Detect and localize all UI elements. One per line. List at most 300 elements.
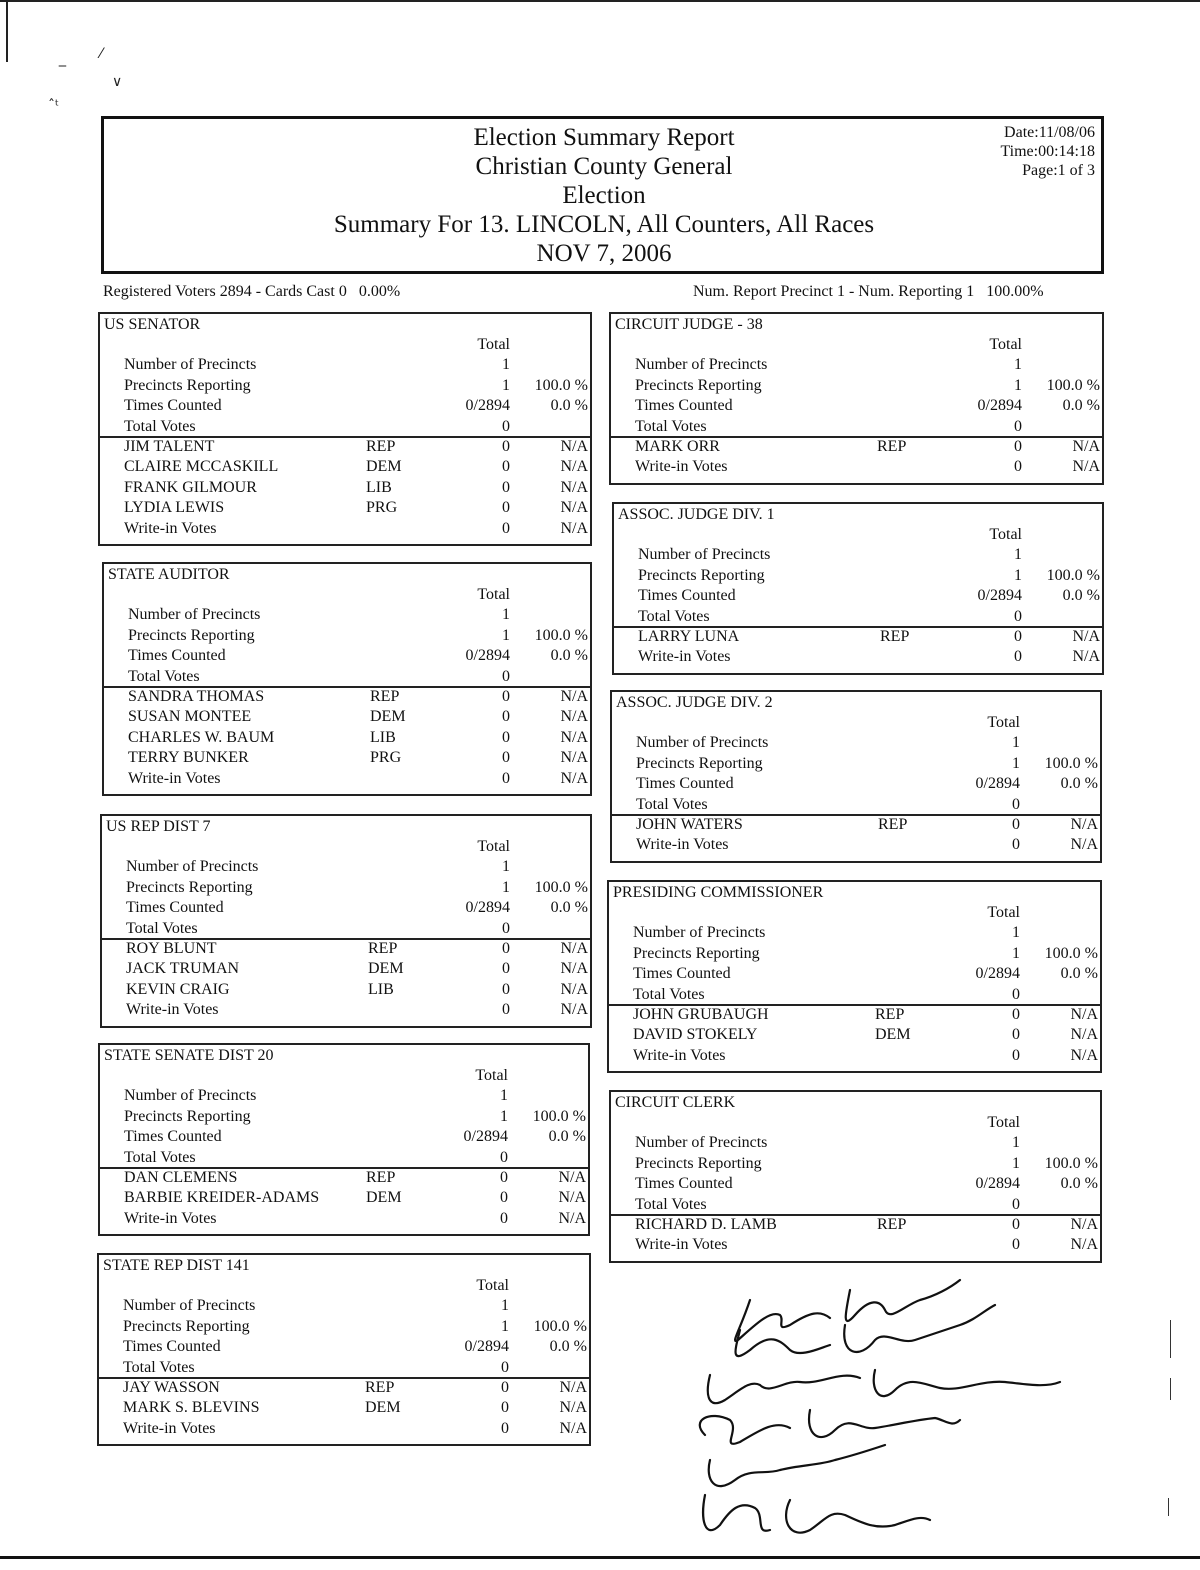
total-votes-value: 0 [1014, 607, 1022, 625]
candidate-percent: N/A [1072, 438, 1100, 455]
candidate-row [100, 437, 590, 457]
candidate-percent: N/A [560, 438, 588, 455]
precincts-count-label: Number of Precincts [633, 924, 766, 942]
candidate-row [100, 1168, 588, 1188]
race-title: ASSOC. JUDGE DIV. 1 [618, 506, 775, 523]
total-votes-value: 0 [502, 417, 510, 435]
race-title: CIRCUIT CLERK [615, 1094, 736, 1111]
total-votes-value: 0 [502, 919, 510, 937]
precincts-count-label: Number of Precincts [638, 546, 771, 564]
candidate-party: DEM [366, 458, 402, 476]
race-title: STATE REP DIST 141 [103, 1257, 250, 1274]
precincts-count-row [609, 923, 1100, 943]
report-stamp [1000, 123, 1095, 180]
times-counted-percent: 0.0 % [1060, 775, 1098, 793]
race-box [97, 1253, 591, 1446]
candidate-row [99, 1398, 589, 1418]
signatures [660, 1270, 1080, 1570]
candidate-votes: 0 [1014, 458, 1022, 476]
candidate-row [611, 457, 1102, 477]
candidate-row [99, 1378, 589, 1398]
precincts-reporting-percent: 100.0 % [1044, 944, 1098, 962]
precincts-reporting-value: 1 [1012, 944, 1020, 962]
candidate-party: REP [878, 816, 908, 833]
candidate-votes: 0 [1012, 836, 1020, 854]
precincts-count-value: 1 [502, 356, 510, 374]
candidate-votes: 0 [502, 519, 510, 537]
times-counted-value: 0/2894 [977, 397, 1022, 415]
candidate-percent: N/A [560, 980, 588, 998]
precincts-reporting-row [99, 1317, 589, 1337]
candidate-name: Write-in Votes [636, 836, 729, 854]
precincts-reporting-value: 1 [1014, 376, 1022, 394]
precincts-reporting-value: 1 [1012, 754, 1020, 772]
candidate-name: DAVID STOKELY [633, 1026, 758, 1044]
election-date: NOV 7, 2006 [536, 240, 672, 267]
total-header-row [609, 903, 1100, 923]
candidate-name: Write-in Votes [126, 1001, 219, 1019]
candidate-percent: N/A [560, 940, 588, 957]
candidate-party: REP [880, 628, 910, 645]
precincts-count-row [611, 355, 1102, 375]
times-counted-value: 0/2894 [977, 587, 1022, 605]
precincts-reporting-label: Precincts Reporting [123, 1317, 250, 1335]
race-box [609, 1090, 1102, 1263]
scan-bottom-edge [0, 1556, 1200, 1559]
precincts-count-value: 1 [1012, 1134, 1020, 1152]
candidate-votes: 0 [1012, 816, 1020, 833]
total-votes-label: Total Votes [124, 1148, 196, 1166]
precincts-reporting-value: 1 [502, 376, 510, 394]
times-counted-value: 0/2894 [975, 965, 1020, 983]
candidate-votes: 0 [1012, 1236, 1020, 1254]
candidate-row [104, 748, 590, 768]
precincts-reporting-row [102, 878, 590, 898]
candidate-name: CLAIRE MCCASKILL [124, 458, 279, 476]
precincts-count-label: Number of Precincts [636, 734, 769, 752]
candidate-percent: N/A [560, 708, 588, 726]
candidate-row [104, 769, 590, 789]
precincts-reporting-label: Precincts Reporting [128, 626, 255, 644]
candidate-percent: N/A [560, 728, 588, 746]
race-title: US REP DIST 7 [106, 818, 211, 835]
candidate-row [100, 1209, 588, 1229]
total-header-row [100, 1066, 588, 1086]
precincts-reporting-value: 1 [501, 1317, 509, 1335]
candidate-party: REP [877, 438, 907, 455]
times-counted-label: Times Counted [123, 1338, 221, 1356]
total-votes-row [104, 667, 590, 687]
candidate-votes: 0 [501, 1399, 509, 1417]
candidate-votes: 0 [501, 1379, 509, 1396]
candidate-percent: N/A [560, 749, 588, 767]
candidate-percent: N/A [559, 1379, 587, 1396]
candidate-votes: 0 [1014, 628, 1022, 645]
candidate-percent: N/A [560, 458, 588, 476]
candidate-votes: 0 [502, 688, 510, 705]
report-header [101, 116, 1104, 274]
candidate-row [611, 1215, 1100, 1235]
precincts-reporting-row [609, 944, 1100, 964]
candidate-votes: 0 [502, 499, 510, 517]
precincts-count-row [100, 355, 590, 375]
candidate-name: Write-in Votes [638, 648, 731, 666]
times-counted-label: Times Counted [638, 587, 736, 605]
report-title: Election Summary Report [473, 124, 735, 151]
candidate-party: LIB [368, 980, 394, 998]
times-counted-percent: 0.0 % [1060, 965, 1098, 983]
candidate-row [614, 627, 1102, 647]
candidate-party: REP [365, 1379, 395, 1396]
total-votes-value: 0 [1012, 795, 1020, 813]
total-votes-label: Total Votes [636, 795, 708, 813]
precincts-reporting-row [100, 1107, 588, 1127]
candidate-percent: N/A [1072, 458, 1100, 476]
candidate-name: CHARLES W. BAUM [128, 728, 275, 746]
candidate-votes: 0 [502, 1001, 510, 1019]
candidate-votes: 0 [502, 438, 510, 455]
times-counted-label: Times Counted [128, 647, 226, 665]
report-title-block [304, 123, 904, 268]
times-counted-row [100, 1127, 588, 1147]
candidate-row [612, 835, 1100, 855]
precincts-count-row [100, 1086, 588, 1106]
candidate-party: REP [875, 1006, 905, 1023]
candidate-percent: N/A [559, 1399, 587, 1417]
candidate-votes: 0 [500, 1209, 508, 1227]
margin-mark [1168, 1498, 1169, 1516]
total-votes-value: 0 [502, 667, 510, 685]
total-votes-row [614, 607, 1102, 627]
times-counted-label: Times Counted [635, 397, 733, 415]
precincts-count-label: Number of Precincts [123, 1297, 256, 1315]
times-counted-value: 0/2894 [465, 397, 510, 415]
total-column-header: Total [477, 838, 510, 855]
precincts-reporting-row [614, 566, 1102, 586]
candidate-votes: 0 [502, 708, 510, 726]
candidate-votes: 0 [502, 940, 510, 957]
candidate-name: Write-in Votes [128, 769, 221, 787]
precincts-reporting-row [104, 626, 590, 646]
candidate-percent: N/A [558, 1189, 586, 1207]
total-header-row [104, 585, 590, 605]
candidate-row [100, 498, 590, 518]
report-date: Date:11/08/06 [1004, 124, 1095, 141]
total-header-row [102, 837, 590, 857]
candidate-name: ROY BLUNT [126, 940, 217, 957]
precincts-reporting-value: 1 [500, 1107, 508, 1125]
candidate-percent: N/A [560, 499, 588, 517]
total-votes-label: Total Votes [123, 1358, 195, 1376]
times-counted-value: 0/2894 [975, 775, 1020, 793]
precincts-reporting-label: Precincts Reporting [638, 566, 765, 584]
total-votes-row [611, 417, 1102, 437]
precincts-reporting-value: 1 [502, 626, 510, 644]
precincts-reporting-percent: 100.0 % [532, 1107, 586, 1125]
candidate-party: DEM [366, 1189, 402, 1207]
candidate-party: REP [370, 688, 400, 705]
precincts-count-value: 1 [502, 858, 510, 876]
race-title: STATE AUDITOR [108, 566, 230, 583]
total-votes-value: 0 [501, 1358, 509, 1376]
total-header-row [99, 1276, 589, 1296]
race-title: PRESIDING COMMISSIONER [613, 884, 824, 901]
candidate-name: Write-in Votes [123, 1419, 216, 1437]
total-votes-label: Total Votes [128, 667, 200, 685]
precincts-count-value: 1 [1012, 924, 1020, 942]
precincts-count-value: 1 [500, 1087, 508, 1105]
precincts-reporting-label: Precincts Reporting [124, 1107, 251, 1125]
precincts-count-value: 1 [501, 1297, 509, 1315]
candidate-party: DEM [368, 960, 404, 978]
times-counted-row [612, 774, 1100, 794]
race-box [612, 502, 1104, 675]
candidate-party: REP [877, 1216, 907, 1233]
total-column-header: Total [987, 714, 1020, 731]
candidate-row [102, 959, 590, 979]
times-counted-percent: 0.0 % [550, 397, 588, 415]
times-counted-row [104, 646, 590, 666]
candidate-name: Write-in Votes [635, 1236, 728, 1254]
precinct-reporting: Num. Report Precinct 1 - Num. Reporting 1 100.00% [693, 283, 1044, 300]
scan-speck: ‒ [58, 58, 67, 74]
candidate-name: SANDRA THOMAS [128, 688, 265, 705]
candidate-name: TERRY BUNKER [128, 749, 249, 767]
candidate-name: Write-in Votes [124, 519, 217, 537]
candidate-name: LYDIA LEWIS [124, 499, 225, 517]
summary-scope: Summary For 13. LINCOLN, All Counters, All Races [333, 211, 875, 238]
candidate-percent: N/A [1070, 1216, 1098, 1233]
candidate-row [100, 1188, 588, 1208]
precincts-reporting-label: Precincts Reporting [124, 376, 251, 394]
precincts-reporting-label: Precincts Reporting [633, 944, 760, 962]
candidate-row [611, 1235, 1100, 1255]
candidate-percent: N/A [558, 1209, 586, 1227]
total-header-row [612, 713, 1100, 733]
candidate-percent: N/A [560, 769, 588, 787]
report-page: Page:1 of 3 [1022, 162, 1095, 179]
candidate-votes: 0 [500, 1189, 508, 1207]
candidate-row [99, 1419, 589, 1439]
candidate-row [609, 1025, 1100, 1045]
total-votes-value: 0 [500, 1148, 508, 1166]
candidate-percent: N/A [560, 960, 588, 978]
candidate-percent: N/A [1072, 628, 1100, 645]
candidate-votes: 0 [502, 769, 510, 787]
precincts-count-label: Number of Precincts [635, 356, 768, 374]
candidate-votes: 0 [502, 980, 510, 998]
candidate-name: JACK TRUMAN [126, 960, 240, 978]
race-title: US SENATOR [104, 316, 201, 333]
election-name: Election [562, 182, 646, 209]
total-votes-row [100, 1148, 588, 1168]
total-column-header: Total [475, 1067, 508, 1084]
race-box [607, 880, 1102, 1073]
precincts-reporting-label: Precincts Reporting [635, 1154, 762, 1172]
total-column-header: Total [477, 336, 510, 353]
total-votes-row [612, 795, 1100, 815]
race-box [100, 814, 592, 1028]
times-counted-value: 0/2894 [463, 1128, 508, 1146]
precincts-reporting-row [611, 1154, 1100, 1174]
candidate-percent: N/A [1072, 648, 1100, 666]
total-column-header: Total [987, 1114, 1020, 1131]
candidate-name: JOHN GRUBAUGH [633, 1006, 769, 1023]
candidate-votes: 0 [502, 960, 510, 978]
candidate-row [104, 707, 590, 727]
candidate-row [104, 687, 590, 707]
candidate-votes: 0 [502, 749, 510, 767]
precincts-reporting-percent: 100.0 % [534, 376, 588, 394]
precincts-count-label: Number of Precincts [124, 1087, 257, 1105]
scan-top-edge [0, 0, 1200, 2]
times-counted-row [102, 898, 590, 918]
times-counted-label: Times Counted [633, 965, 731, 983]
total-votes-row [99, 1358, 589, 1378]
candidate-row [104, 728, 590, 748]
report-time: Time:00:14:18 [1000, 143, 1095, 160]
candidate-name: JOHN WATERS [636, 816, 743, 833]
times-counted-label: Times Counted [124, 397, 222, 415]
candidate-row [102, 980, 590, 1000]
precincts-reporting-value: 1 [1012, 1154, 1020, 1172]
candidate-name: JAY WASSON [123, 1379, 220, 1396]
candidate-percent: N/A [1070, 1006, 1098, 1023]
total-votes-label: Total Votes [633, 985, 705, 1003]
candidate-name: MARK S. BLEVINS [123, 1399, 260, 1417]
precincts-reporting-percent: 100.0 % [1044, 754, 1098, 772]
times-counted-percent: 0.0 % [550, 899, 588, 917]
candidate-row [609, 1005, 1100, 1025]
candidate-votes: 0 [1014, 438, 1022, 455]
candidate-percent: N/A [560, 688, 588, 705]
precincts-count-row [612, 733, 1100, 753]
total-votes-label: Total Votes [126, 919, 198, 937]
scan-left-edge [6, 0, 8, 62]
candidate-party: LIB [366, 478, 392, 496]
candidate-votes: 0 [502, 728, 510, 746]
candidate-row [100, 457, 590, 477]
candidate-party: REP [366, 438, 396, 455]
candidate-party: REP [366, 1169, 396, 1186]
candidate-name: JIM TALENT [124, 438, 215, 455]
times-counted-percent: 0.0 % [550, 647, 588, 665]
precincts-count-value: 1 [1012, 734, 1020, 752]
times-counted-value: 0/2894 [464, 1338, 509, 1356]
precincts-count-value: 1 [1014, 546, 1022, 564]
total-votes-value: 0 [1012, 1195, 1020, 1213]
precincts-count-row [614, 545, 1102, 565]
candidate-name: LARRY LUNA [638, 628, 740, 645]
candidate-votes: 0 [1012, 1046, 1020, 1064]
precincts-count-row [99, 1296, 589, 1316]
times-counted-row [611, 396, 1102, 416]
times-counted-value: 0/2894 [465, 647, 510, 665]
candidate-row [100, 519, 590, 539]
candidate-votes: 0 [502, 478, 510, 496]
times-counted-percent: 0.0 % [548, 1128, 586, 1146]
precincts-reporting-percent: 100.0 % [1044, 1154, 1098, 1172]
precincts-count-value: 1 [1014, 356, 1022, 374]
total-votes-label: Total Votes [635, 1195, 707, 1213]
candidate-percent: N/A [1070, 816, 1098, 833]
candidate-votes: 0 [1012, 1006, 1020, 1023]
total-votes-label: Total Votes [635, 417, 707, 435]
candidate-name: Write-in Votes [124, 1209, 217, 1227]
total-header-row [100, 335, 590, 355]
times-counted-label: Times Counted [636, 775, 734, 793]
times-counted-row [614, 586, 1102, 606]
candidate-votes: 0 [1014, 648, 1022, 666]
candidate-name: KEVIN CRAIG [126, 980, 230, 998]
precincts-count-row [102, 857, 590, 877]
times-counted-percent: 0.0 % [1062, 397, 1100, 415]
candidate-percent: N/A [1070, 1236, 1098, 1254]
candidate-party: DEM [365, 1399, 401, 1417]
candidate-votes: 0 [502, 458, 510, 476]
times-counted-percent: 0.0 % [549, 1338, 587, 1356]
total-votes-value: 0 [1014, 417, 1022, 435]
candidate-row [611, 437, 1102, 457]
times-counted-row [609, 964, 1100, 984]
scan-speck: ∨ [112, 74, 123, 90]
times-counted-label: Times Counted [126, 899, 224, 917]
total-column-header: Total [989, 336, 1022, 353]
times-counted-percent: 0.0 % [1060, 1175, 1098, 1193]
scan-speck: ˆᵗ [48, 98, 60, 114]
precincts-reporting-percent: 100.0 % [534, 878, 588, 896]
precincts-count-row [104, 605, 590, 625]
total-header-row [614, 525, 1102, 545]
total-votes-row [100, 417, 590, 437]
precincts-reporting-percent: 100.0 % [1046, 566, 1100, 584]
precincts-reporting-percent: 100.0 % [533, 1317, 587, 1335]
candidate-percent: N/A [558, 1169, 586, 1186]
times-counted-value: 0/2894 [975, 1175, 1020, 1193]
precincts-reporting-label: Precincts Reporting [636, 754, 763, 772]
candidate-percent: N/A [559, 1419, 587, 1437]
handwritten-signatures [660, 1270, 1080, 1560]
race-title: CIRCUIT JUDGE - 38 [615, 316, 763, 333]
total-votes-row [102, 919, 590, 939]
candidate-votes: 0 [500, 1169, 508, 1186]
total-votes-value: 0 [1012, 985, 1020, 1003]
candidate-percent: N/A [1070, 1026, 1098, 1044]
candidate-name: RICHARD D. LAMB [635, 1216, 777, 1233]
total-votes-row [609, 985, 1100, 1005]
total-header-row [611, 335, 1102, 355]
precincts-count-label: Number of Precincts [124, 356, 257, 374]
candidate-votes: 0 [501, 1419, 509, 1437]
candidate-row [102, 1000, 590, 1020]
candidate-name: DAN CLEMENS [124, 1169, 238, 1186]
precincts-count-row [611, 1133, 1100, 1153]
times-counted-label: Times Counted [635, 1175, 733, 1193]
candidate-party: PRG [370, 749, 402, 767]
times-counted-row [611, 1174, 1100, 1194]
candidate-row [102, 939, 590, 959]
scan-speck: ⁄ [100, 46, 103, 62]
candidate-votes: 0 [1012, 1216, 1020, 1233]
candidate-name: SUSAN MONTEE [128, 708, 252, 726]
precincts-count-value: 1 [502, 606, 510, 624]
candidate-party: LIB [370, 728, 396, 746]
precincts-count-label: Number of Precincts [126, 858, 259, 876]
candidate-party: DEM [875, 1026, 911, 1044]
total-column-header: Total [989, 526, 1022, 543]
total-column-header: Total [477, 586, 510, 603]
times-counted-label: Times Counted [124, 1128, 222, 1146]
